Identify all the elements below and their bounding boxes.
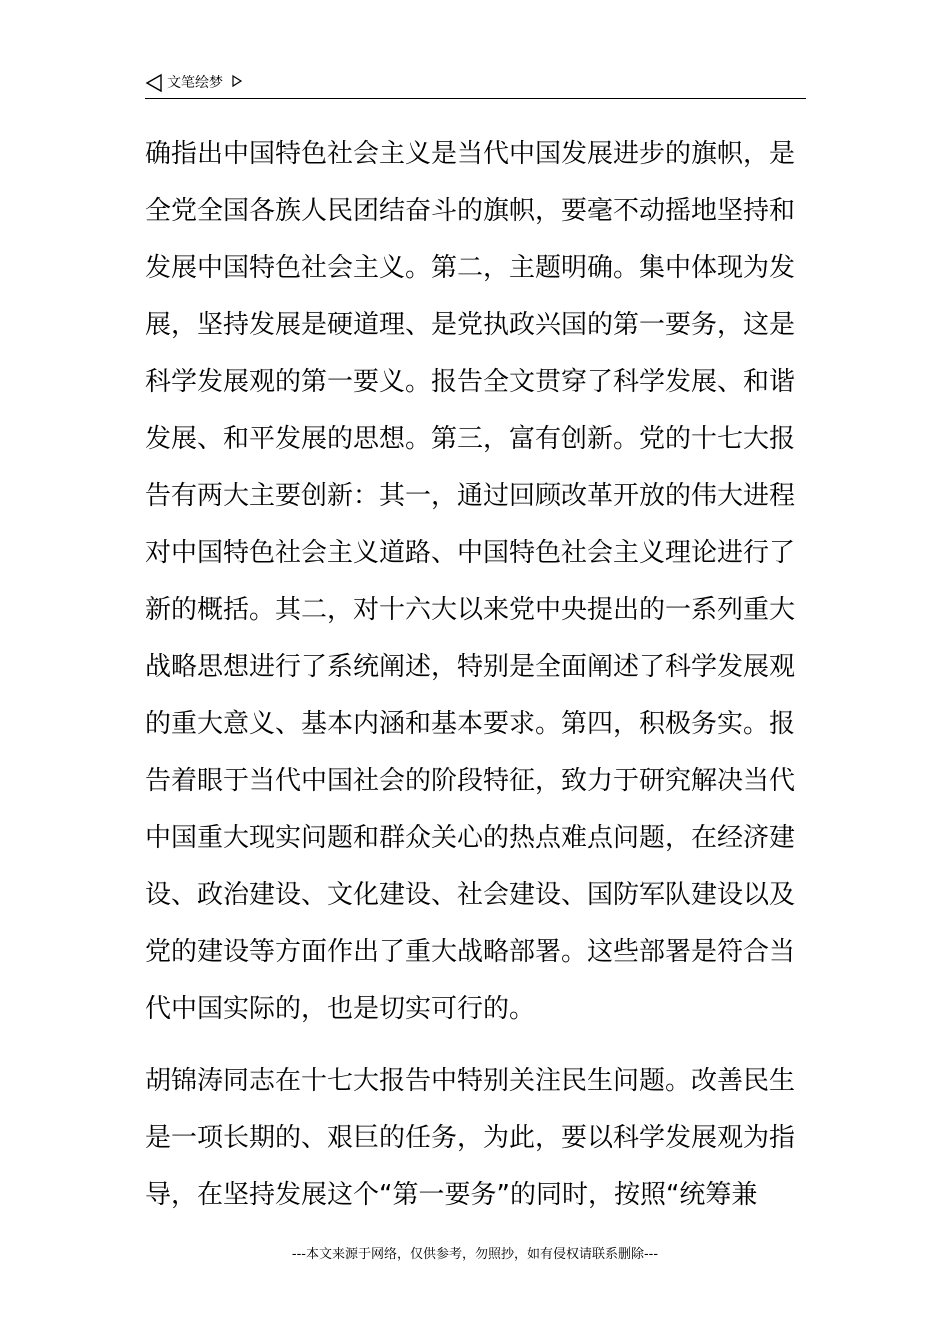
paragraph-spacer [145,1038,809,1053]
text-line: 是一项长期的、艰巨的任务，为此，要以科学发展观为指 [145,1123,796,1153]
text-line: 战略思想进行了系统阐述，特别是全面阐述了科学发展观 [145,652,796,682]
text-line: 告着眼于当代中国社会的阶段特征，致力于研究解决当代 [145,766,796,796]
text-line: 全党全国各族人民团结奋斗的旗帜，要毫不动摇地坚持和 [145,196,796,226]
text-line: 党的建设等方面作出了重大战略部署。这些部署是符合当 [145,937,796,967]
paragraph-1 [145,126,809,1038]
left-triangle-icon [145,73,163,93]
text-line: 对中国特色社会主义道路、中国特色社会主义理论进行了 [145,538,796,568]
text-line: 代中国实际的，也是切实可行的。 [145,994,536,1024]
text-line: 确指出中国特色社会主义是当代中国发展进步的旗帜，是 [145,139,796,169]
text-line: 科学发展观的第一要义。报告全文贯穿了科学发展、和谐 [145,367,796,397]
paragraph-2 [145,1053,809,1224]
text-line: 胡锦涛同志在十七大报告中特别关注民生问题。改善民生 [145,1066,796,1096]
page-header [145,70,806,99]
header-title: 文笔绘梦 [167,75,223,91]
text-line: 发展中国特色社会主义。第二，主题明确。集中体现为发 [145,253,796,283]
body-text [145,126,809,1224]
text-line: 设、政治建设、文化建设、社会建设、国防军队建设以及 [145,880,796,910]
text-line: 新的概括。其二，对十六大以来党中央提出的一系列重大 [145,595,796,625]
right-triangle-icon [231,74,243,88]
text-line: 的重大意义、基本内涵和基本要求。第四，积极务实。报 [145,709,796,739]
text-line: 中国重大现实问题和群众关心的热点难点问题，在经济建 [145,823,796,853]
page-footer: ---本文来源于网络，仅供参考，勿照抄，如有侵权请联系删除--- [291,1247,659,1262]
text-line: 展，坚持发展是硬道理、是党执政兴国的第一要务，这是 [145,310,796,340]
text-line: 导，在坚持发展这个“第一要务”的同时，按照“统筹兼 [145,1180,758,1210]
text-line: 告有两大主要创新：其一，通过回顾改革开放的伟大进程 [145,481,796,511]
text-line: 发展、和平发展的思想。第三，富有创新。党的十七大报 [145,424,796,454]
